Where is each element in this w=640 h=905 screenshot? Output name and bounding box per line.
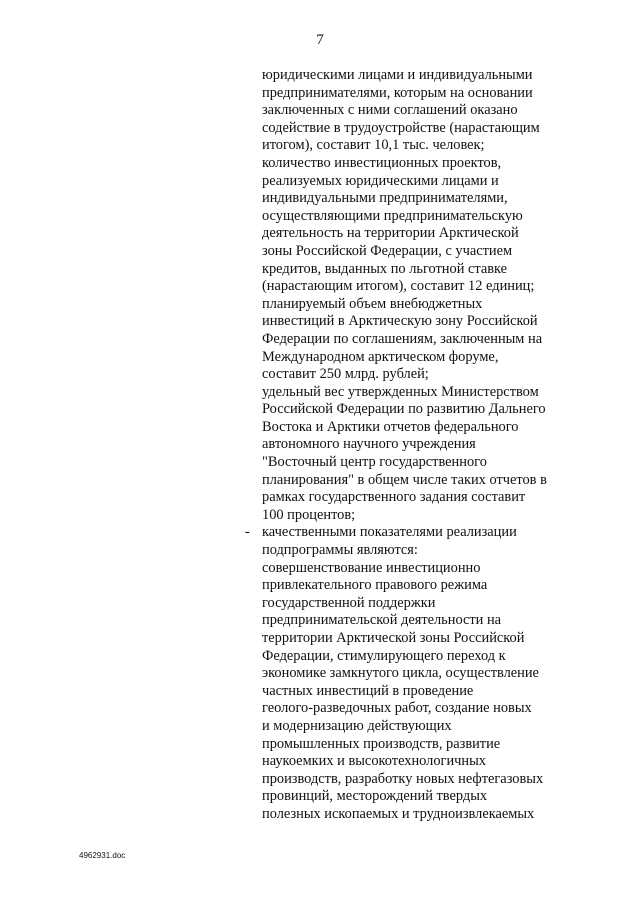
- text-line: составит 250 млрд. рублей;: [262, 366, 429, 383]
- page-number: 7: [316, 32, 324, 48]
- text-line: планирования" в общем числе таких отчетов в: [262, 471, 547, 488]
- text-line: автономного научного учреждения: [262, 436, 476, 453]
- text-line: подпрограммы являются:: [262, 542, 418, 559]
- text-line: частных инвестиций в проведение: [262, 682, 474, 699]
- text-line: 100 процентов;: [262, 506, 356, 523]
- text-line: удельный вес утвержденных Министерством: [262, 383, 539, 400]
- text-line: осуществляющими предпринимательскую: [262, 207, 523, 224]
- text-line: индивидуальными предпринимателями,: [262, 190, 508, 207]
- text-line: и модернизацию действующих: [262, 717, 452, 734]
- text-line: планируемый объем внебюджетных: [262, 295, 483, 312]
- text-line: инвестиций в Арктическую зону Российской: [262, 313, 538, 330]
- text-line: "Восточный центр государственного: [262, 454, 487, 471]
- text-line: (нарастающим итогом), составит 12 единиц;: [262, 278, 535, 295]
- text-line: полезных ископаемых и трудноизвлекаемых: [262, 805, 535, 822]
- text-line: качественными показателями реализации: [262, 524, 517, 541]
- document-filename-footer: 4962931.doc: [79, 851, 126, 860]
- text-line: наукоемких и высокотехнологичных: [262, 753, 486, 770]
- text-line: зоны Российской Федерации, с участием: [262, 242, 513, 259]
- text-line: деятельность на территории Арктической: [262, 225, 519, 242]
- text-line: предпринимателями, которым на основании: [262, 84, 533, 101]
- text-line: Федерации, стимулирующего переход к: [262, 647, 506, 664]
- text-line: совершенствование инвестиционно: [262, 559, 481, 576]
- document-body: [245, 67, 582, 824]
- text-line: итогом), составит 10,1 тыс. человек;: [262, 137, 485, 154]
- text-line: предпринимательской деятельности на: [262, 612, 502, 629]
- text-line: кредитов, выданных по льготной ставке: [262, 260, 508, 277]
- text-line: рамках государственного задания составит: [262, 489, 526, 506]
- text-line: заключенных с ними соглашений оказано: [262, 102, 518, 119]
- text-line: производств, разработку новых нефтегазовых: [262, 770, 544, 787]
- text-line: промышленных производств, развитие: [262, 735, 501, 752]
- text-line: провинций, месторождений твердых: [262, 788, 488, 805]
- text-line: государственной поддержки: [262, 594, 436, 611]
- text-line: Российской Федерации по развитию Дальнего: [262, 401, 546, 418]
- text-line: содействие в трудоустройстве (нарастающим: [262, 119, 540, 136]
- bullet-dash: -: [245, 524, 250, 541]
- text-line: Федерации по соглашениям, заключенным на: [262, 330, 543, 347]
- text-line: территории Арктической зоны Российской: [262, 630, 525, 646]
- text-line: реализуемых юридическими лицами и: [262, 172, 499, 189]
- text-line: Востока и Арктики отчетов федерального: [262, 418, 519, 435]
- text-line: Международном арктическом форуме,: [262, 348, 499, 365]
- text-line: геолого-разведочных работ, создание новых: [262, 700, 532, 717]
- text-line: привлекательного правового режима: [262, 577, 488, 594]
- text-line: юридическими лицами и индивидуальными: [262, 67, 533, 83]
- bullet-item: [245, 524, 582, 542]
- text-line: количество инвестиционных проектов,: [262, 154, 502, 171]
- text-line: экономике замкнутого цикла, осуществление: [262, 665, 539, 682]
